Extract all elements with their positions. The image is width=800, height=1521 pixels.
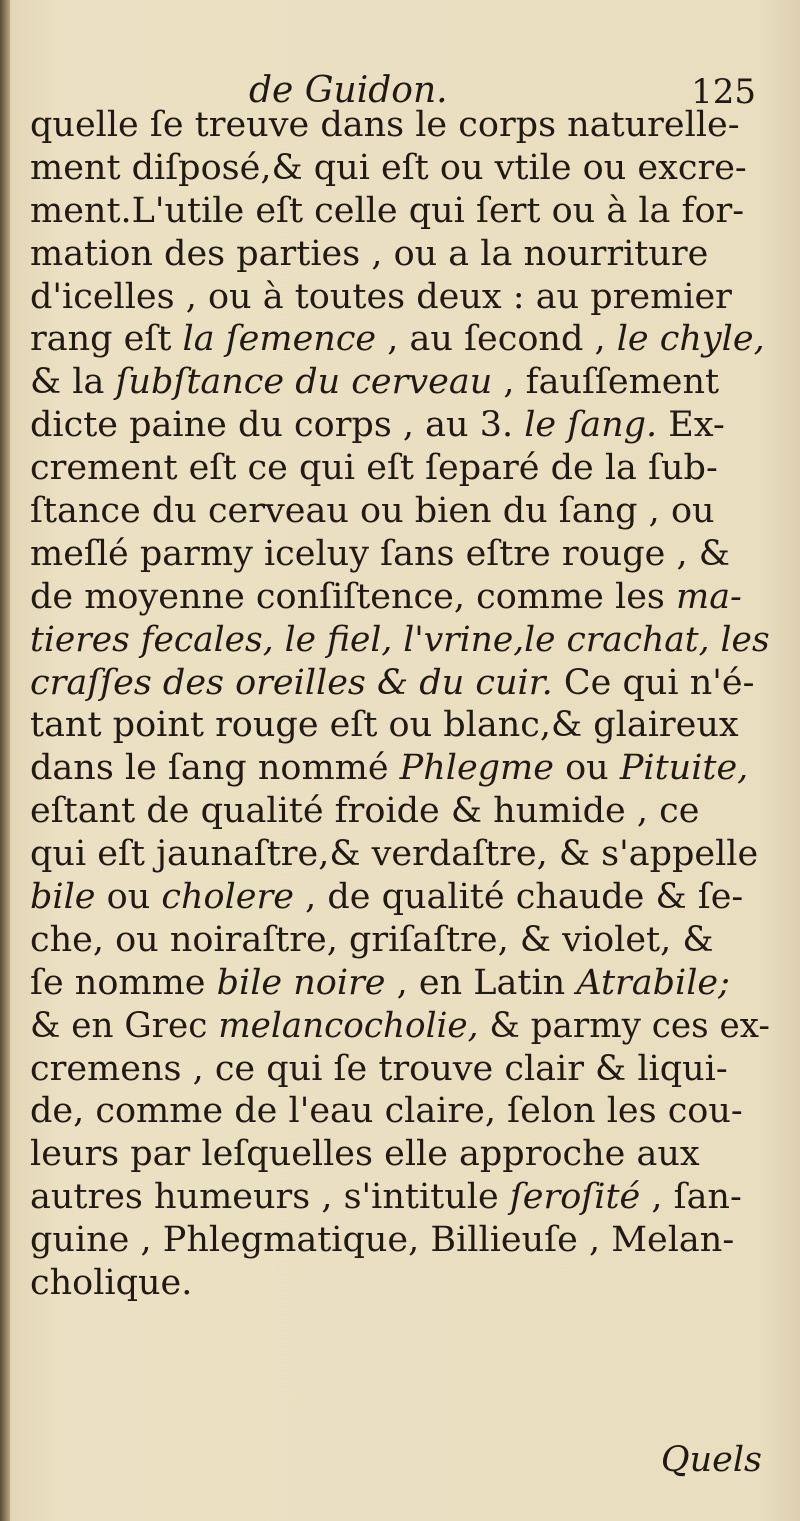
text-roman: d'icelles , ou à toutes deux : au premier — [30, 276, 732, 317]
body-text — [30, 104, 770, 1305]
text-roman: & en Grec — [30, 1005, 219, 1046]
text-italic: Phlegme — [399, 748, 554, 789]
binding-gutter — [0, 0, 10, 1521]
text-line — [30, 233, 770, 276]
text-line — [30, 1219, 770, 1262]
text-roman: dicte paine du corps , au 3. — [30, 405, 525, 446]
text-roman: ou — [553, 748, 620, 789]
text-line — [30, 404, 770, 447]
running-head: de Guidon. — [249, 70, 448, 111]
text-roman: & parmy ces ex- — [478, 1005, 770, 1046]
text-roman: mation des parties , ou a la nourriture — [30, 233, 709, 274]
text-roman: de moyenne conſiſtence, comme les — [30, 576, 676, 617]
text-roman: eſtant de qualité froide & humide , ce — [30, 791, 700, 832]
text-roman: qui eſt jaunaſtre,& verdaſtre, & s'appelle — [30, 834, 759, 875]
text-roman: tant point rouge eſt ou blanc,& glaireux — [30, 705, 739, 746]
text-italic: le ſang. — [524, 405, 658, 446]
text-line — [30, 747, 770, 790]
text-roman: crement eſt ce qui eſt ſeparé de la ſub- — [30, 448, 718, 489]
text-roman: leurs par leſquelles elle approche aux — [30, 1134, 700, 1175]
text-italic: Atrabile; — [576, 962, 730, 1003]
text-roman: ſtance du cerveau ou bien du ſang , ou — [30, 491, 715, 532]
text-roman: rang eſt — [30, 319, 183, 360]
text-roman: , ſan- — [640, 1177, 742, 1218]
text-line — [30, 919, 770, 962]
text-roman: guine , Phlegmatique, Billieuſe , Melan- — [30, 1220, 735, 1261]
text-line — [30, 1005, 770, 1048]
text-roman: meſlé parmy iceluy ſans eſtre rouge , & — [30, 533, 730, 574]
text-italic: tieres fecales, le fiel, l'vrine,le crachat, les — [30, 619, 770, 660]
text-line — [30, 147, 770, 190]
text-line — [30, 361, 770, 404]
text-italic: bile — [30, 877, 96, 918]
text-line — [30, 833, 770, 876]
text-line — [30, 1133, 770, 1176]
text-line — [30, 276, 770, 319]
text-line — [30, 790, 770, 833]
text-line — [30, 447, 770, 490]
text-line — [30, 104, 770, 147]
text-roman: autres humeurs , s'intitule — [30, 1177, 510, 1218]
text-line — [30, 490, 770, 533]
text-roman: cremens , ce qui ſe trouve clair & liqui- — [30, 1048, 728, 1089]
text-roman: che, ou noiraſtre, griſaſtre, & violet, & — [30, 919, 714, 960]
text-roman: ment diſposé,& qui eſt ou vtile ou excre- — [30, 147, 747, 188]
text-roman: & la — [30, 362, 116, 403]
text-italic: Pituite, — [619, 748, 749, 789]
text-roman: ment.L'utile eſt celle qui ſert ou à la for- — [30, 190, 745, 231]
text-line — [30, 1048, 770, 1091]
text-roman: , fauſſement — [492, 362, 720, 403]
text-line — [30, 619, 770, 662]
text-line — [30, 1090, 770, 1133]
text-line — [30, 962, 770, 1005]
text-roman: ſe nomme — [30, 962, 217, 1003]
text-italic: ſubſtance du cerveau — [115, 362, 493, 403]
text-line — [30, 190, 770, 233]
text-roman: cholique. — [30, 1263, 193, 1304]
text-roman: , au ſecond , — [376, 319, 617, 360]
text-italic: ſeroſité — [509, 1177, 641, 1218]
text-italic: craſſes des oreilles & du cuir. — [30, 662, 553, 703]
text-line — [30, 876, 770, 919]
text-italic: melancocholie, — [218, 1005, 479, 1046]
text-roman: dans le ſang nommé — [30, 748, 400, 789]
text-line — [30, 704, 770, 747]
text-italic: la ſemence — [182, 319, 377, 360]
text-line — [30, 533, 770, 576]
text-roman: quelle ſe treuve dans le corps naturelle- — [30, 105, 740, 145]
text-roman: , de qualité chaude & ſe- — [293, 877, 744, 918]
text-line — [30, 1176, 770, 1219]
catchword: Quels — [660, 1440, 762, 1480]
text-roman: ou — [95, 877, 162, 918]
page-number: 125 — [691, 72, 756, 112]
text-line — [30, 318, 770, 361]
text-italic: le chyle, — [616, 319, 765, 360]
text-line — [30, 1262, 770, 1305]
text-roman: Ex- — [657, 405, 725, 446]
text-line — [30, 576, 770, 619]
text-italic: bile noire — [216, 962, 386, 1003]
text-italic: ma- — [676, 576, 742, 617]
text-roman: , en Latin — [385, 962, 577, 1003]
text-italic: cholere — [161, 877, 294, 918]
text-line — [30, 662, 770, 705]
text-roman: Ce qui n'é- — [552, 662, 755, 703]
text-roman: de, comme de l'eau claire, ſelon les cou- — [30, 1091, 743, 1132]
